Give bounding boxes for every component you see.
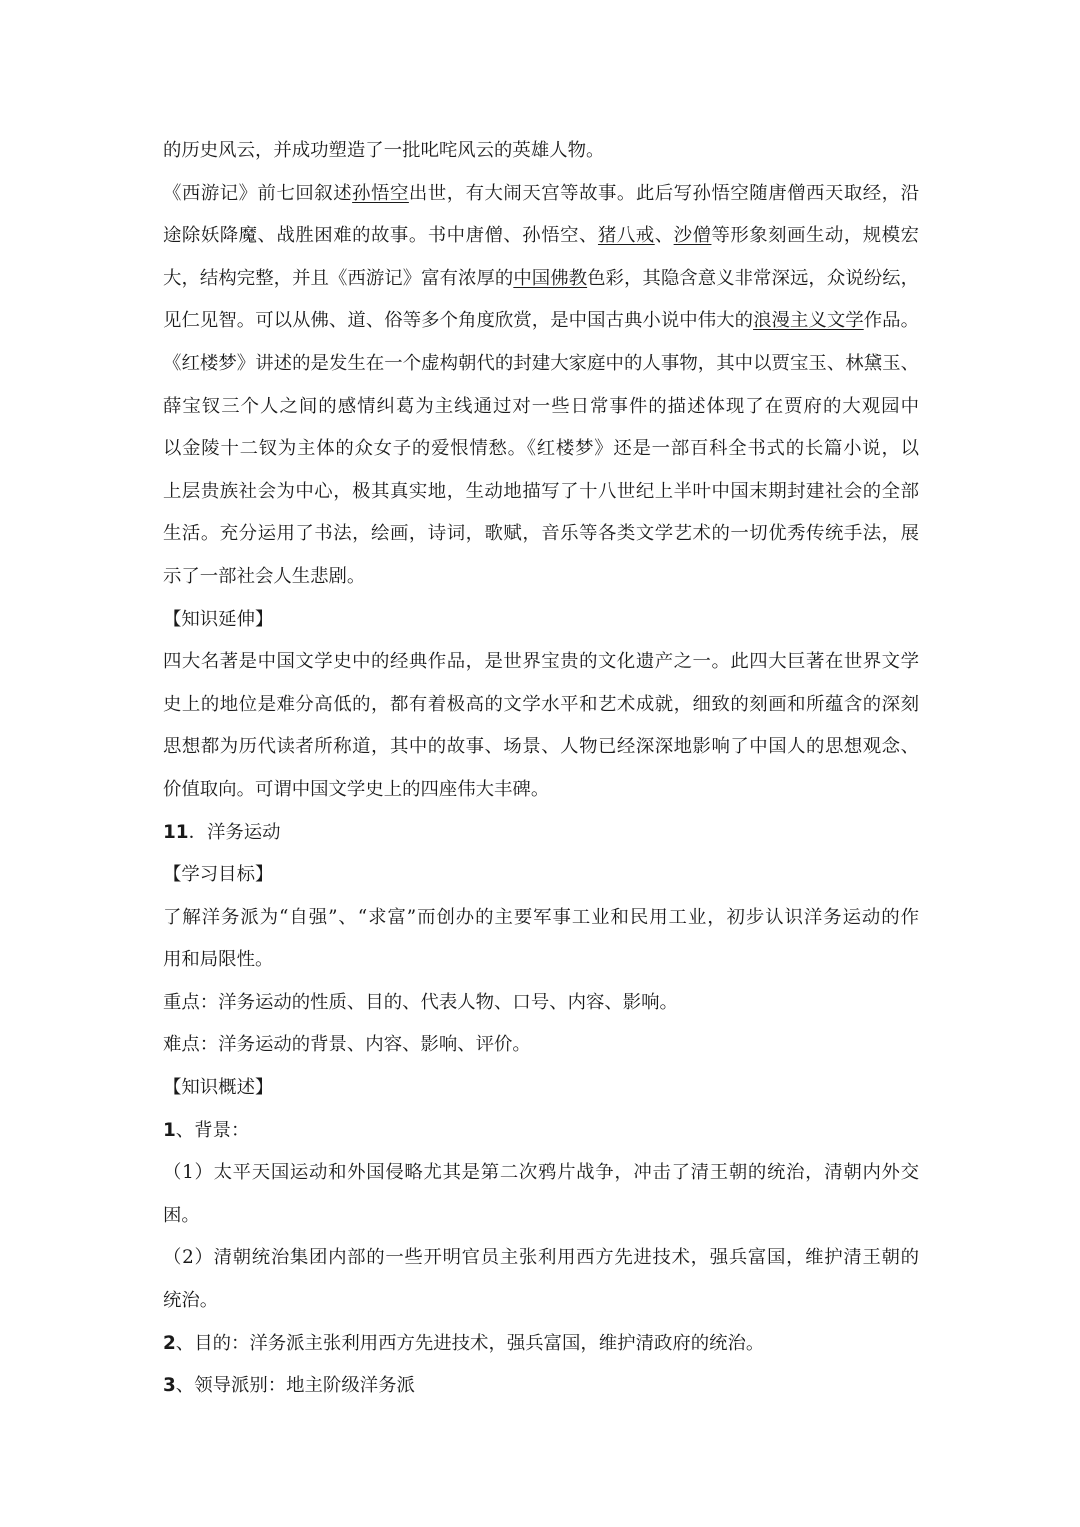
text-line: 【知识延伸】 bbox=[163, 608, 274, 630]
text-line: 的历史风云，并成功塑造了一批叱咤风云的英雄人物。 bbox=[163, 140, 605, 161]
text-segment: 大，结构完整，并且《西游记》富有浓厚的 bbox=[163, 267, 514, 289]
text-line: 以金陵十二钗为主体的众女子的爱恨情愁。《红楼梦》还是一部百科全书式的长篇小说，以 bbox=[163, 438, 919, 460]
text-segment: 等形象刻画生动，规模宏 bbox=[711, 225, 919, 247]
text-line: 难点：洋务运动的背景、内容、影响、评价。 bbox=[163, 1034, 531, 1056]
text-segment: ．洋务运动 bbox=[188, 821, 281, 843]
underlined-term: 猪八戒 bbox=[597, 225, 655, 247]
text-segment: 途除妖降魔、战胜困难的故事。书中唐僧、孙悟空、 bbox=[163, 225, 598, 247]
text-line: 示了一部社会人生悲剧。 bbox=[163, 565, 366, 587]
text-line: 思想都为历代读者所称道，其中的故事、场景、人物已经深深地影响了中国人的思想观念、 bbox=[163, 736, 919, 758]
text-line bbox=[163, 1323, 919, 1366]
text-line: 统治。 bbox=[163, 1290, 219, 1312]
underlined-term: 孙悟空 bbox=[352, 182, 409, 204]
underlined-term: 中国佛教 bbox=[513, 267, 588, 289]
section-number: 1 bbox=[163, 1119, 176, 1141]
text-line: （2）清朝统治集团内部的一些开明官员主张利用西方先进技术，强兵富国，维护清王朝的 bbox=[163, 1247, 919, 1269]
document-page bbox=[163, 130, 919, 1408]
underlined-term: 沙僧 bbox=[673, 225, 712, 247]
text-line bbox=[163, 300, 919, 343]
text-line bbox=[163, 1365, 919, 1408]
text-line: 生活。充分运用了书法，绘画，诗词，歌赋，音乐等各类文学艺术的一切优秀传统手法，展 bbox=[163, 523, 919, 545]
section-number: 11 bbox=[163, 821, 189, 843]
text-line: 了解洋务派为“自强”、“求富”而创办的主要军事工业和民用工业，初步认识洋务运动的作 bbox=[163, 906, 919, 928]
text-segment: 、目的：洋务派主张利用西方先进技术，强兵富国，维护清政府的统治。 bbox=[175, 1332, 765, 1354]
text-segment: 、 bbox=[654, 225, 674, 247]
text-line: 《红楼梦》讲述的是发生在一个虚构朝代的封建大家庭中的人事物，其中以贾宝玉、林黛玉、 bbox=[163, 352, 919, 374]
text-segment: 见仁见智。可以从佛、道、俗等多个角度欣赏，是中国古典小说中伟大的 bbox=[163, 310, 754, 332]
text-line: 困。 bbox=[163, 1204, 200, 1226]
text-line bbox=[163, 173, 919, 216]
text-segment: 、背景： bbox=[175, 1119, 250, 1141]
text-segment: 出世，有大闹天宫等故事。此后写孙悟空随唐僧西天取经，沿 bbox=[408, 182, 919, 204]
section-number: 2 bbox=[163, 1332, 176, 1354]
text-line: 【学习目标】 bbox=[163, 864, 274, 886]
text-line: （1）太平天国运动和外国侵略尤其是第二次鸦片战争，冲击了清王朝的统治，清朝内外交 bbox=[163, 1162, 919, 1184]
text-line bbox=[163, 258, 919, 301]
text-segment: 色彩，其隐含意义非常深远，众说纷纭， bbox=[587, 267, 919, 289]
text-line: 史上的地位是难分高低的，都有着极高的文学水平和艺术成就，细致的刻画和所蕴含的深刻 bbox=[163, 693, 919, 715]
section-number: 3 bbox=[163, 1375, 176, 1397]
text-line bbox=[163, 1110, 919, 1153]
text-segment: 《西游记》前七回叙述 bbox=[163, 182, 353, 204]
text-line: 四大名著是中国文学史中的经典作品，是世界宝贵的文化遗产之一。此四大巨著在世界文学 bbox=[163, 651, 919, 673]
text-line: 【知识概述】 bbox=[163, 1077, 274, 1099]
text-line: 薛宝钗三个人之间的感情纠葛为主线通过对一些日常事件的描述体现了在贾府的大观园中 bbox=[163, 395, 919, 417]
text-line: 价值取向。可谓中国文学史上的四座伟大丰碑。 bbox=[163, 778, 550, 800]
text-segment: 作品。 bbox=[863, 310, 919, 332]
underlined-term: 浪漫主义文学 bbox=[753, 310, 864, 332]
text-line: 上层贵族社会为中心，极其真实地，生动地描写了十八世纪上半叶中国末期封建社会的全部 bbox=[163, 480, 919, 502]
text-line bbox=[163, 215, 919, 258]
text-line: 用和局限性。 bbox=[163, 949, 274, 971]
text-line: 重点：洋务运动的性质、目的、代表人物、口号、内容、影响。 bbox=[163, 991, 678, 1013]
text-line bbox=[163, 812, 919, 855]
text-segment: 、领导派别：地主阶级洋务派 bbox=[175, 1375, 415, 1397]
